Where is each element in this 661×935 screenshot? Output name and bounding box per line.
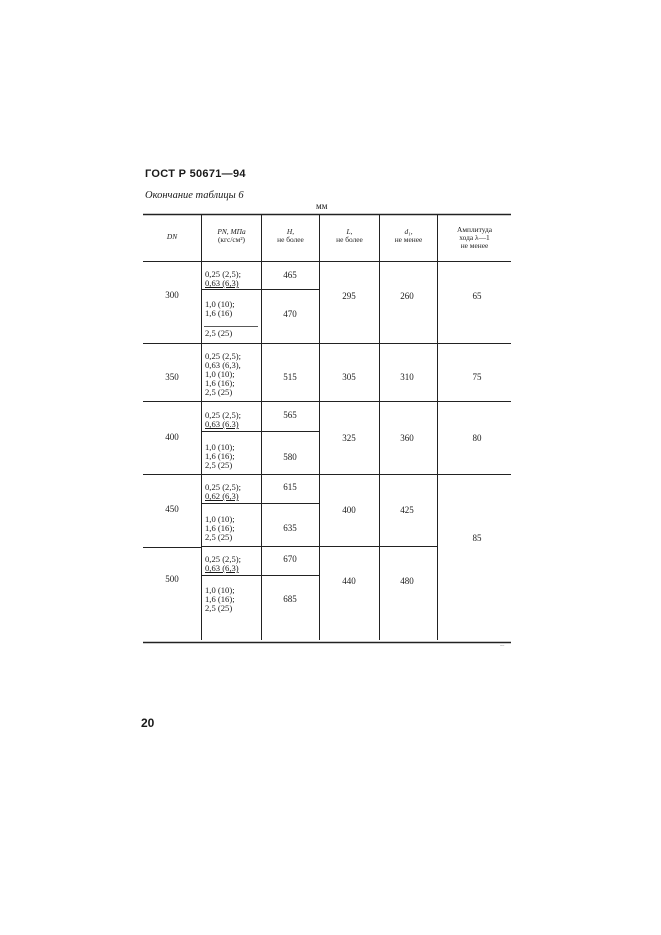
- dn-cell: 300: [165, 290, 179, 300]
- h-cell: 685: [283, 594, 297, 604]
- col-header-l-line1: L,: [346, 227, 353, 236]
- dn-cell: 350: [165, 372, 179, 382]
- col-header-amp-line3: не менее: [460, 241, 489, 250]
- pn-line: 0,62 (6,3): [205, 491, 239, 501]
- amplitude-cell: 80: [472, 433, 482, 443]
- pn-line: 1,6 (16);: [205, 378, 235, 388]
- h-cell: 465: [283, 270, 297, 280]
- h-cell: 515: [283, 372, 297, 382]
- pn-line: 1,0 (10);: [205, 369, 235, 379]
- pn-line: 0,63 (6,3): [205, 563, 239, 573]
- pn-line: 2,5 (25): [205, 387, 233, 397]
- amplitude-cell: 65: [472, 291, 482, 301]
- col-header-amp-line1: Амплитуда: [456, 225, 492, 234]
- page-number: 20: [141, 716, 155, 730]
- col-header-h: [262, 228, 319, 244]
- pn-line: 0,63 (6,3),: [205, 360, 241, 370]
- document-header: ГОСТ Р 50671—94: [145, 168, 246, 180]
- pn-cell: [205, 443, 235, 470]
- pn-cell: [205, 411, 241, 429]
- pn-line: 1,6 (16);: [205, 523, 235, 533]
- h-cell: 470: [283, 309, 297, 319]
- pn-line: 2,5 (25): [205, 603, 233, 613]
- d-cell: 310: [400, 372, 414, 382]
- l-cell: 305: [342, 372, 356, 382]
- pn-line: 0,25 (2,5);: [205, 554, 242, 564]
- amplitude-cell: 85: [472, 533, 482, 543]
- pn-line: 1,0 (10);: [205, 299, 235, 309]
- h-cell: 615: [283, 482, 297, 492]
- pn-cell: [205, 352, 241, 397]
- col-header-h-line1: H,: [286, 227, 295, 236]
- h-cell: 580: [283, 452, 297, 462]
- pn-line: 0,25 (2,5);: [205, 351, 242, 361]
- d-cell: 480: [400, 576, 414, 586]
- pn-cell: [205, 270, 241, 288]
- col-header-amp-line2: хода λ—1: [459, 233, 490, 242]
- col-header-pn-line1: PN, МПа: [217, 227, 246, 236]
- table-caption: Окончание таблицы 6: [145, 190, 244, 201]
- d-cell: 425: [400, 505, 414, 515]
- pn-cell: [205, 483, 241, 501]
- h-cell: 670: [283, 554, 297, 564]
- col-header-h-line2: не более: [277, 235, 304, 244]
- dn-cell: 500: [165, 574, 179, 584]
- pn-line: 0,25 (2,5);: [205, 482, 242, 492]
- dn-cell: 450: [165, 504, 179, 514]
- pn-line: 0,25 (2,5);: [205, 410, 242, 420]
- col-header-l-line2: не более: [336, 235, 363, 244]
- col-header-d: [380, 228, 437, 244]
- col-header-pn: [202, 228, 261, 244]
- amplitude-cell: 75: [472, 372, 482, 382]
- pn-cell: [205, 586, 235, 613]
- dn-cell: 400: [165, 432, 179, 442]
- l-cell: 440: [342, 576, 356, 586]
- pn-line: 2,5 (25): [205, 328, 233, 338]
- col-header-d-line2: не менее: [394, 235, 423, 244]
- pn-line: 2,5 (25): [205, 460, 233, 470]
- h-cell: 565: [283, 410, 297, 420]
- pn-line: 0,63 (6.3): [205, 419, 239, 429]
- pn-line: 1,0 (10);: [205, 585, 235, 595]
- print-mark: ~~: [500, 643, 505, 648]
- pn-line: 1,6 (16);: [205, 451, 235, 461]
- col-header-amplitude: [438, 226, 511, 250]
- pn-line: 1,0 (10);: [205, 442, 235, 452]
- l-cell: 325: [342, 433, 356, 443]
- pn-line: 1,0 (10);: [205, 514, 235, 524]
- d-cell: 260: [400, 291, 414, 301]
- d-cell: 360: [400, 433, 414, 443]
- h-cell: 635: [283, 523, 297, 533]
- col-header-dn: DN: [166, 232, 178, 241]
- col-header-pn-line2: (кгс/см²): [217, 235, 246, 244]
- unit-label: мм: [316, 201, 328, 211]
- pn-line: 1,6 (16): [205, 308, 233, 318]
- l-cell: 400: [342, 505, 356, 515]
- l-cell: 295: [342, 291, 356, 301]
- pn-cell: [205, 555, 241, 573]
- pn-line: 2,5 (25): [205, 532, 233, 542]
- col-header-l: [320, 228, 379, 244]
- pn-line: 0,25 (2,5);: [205, 269, 242, 279]
- pn-cell: [205, 515, 235, 542]
- pn-cell: [205, 300, 235, 338]
- pn-line: 0,63 (6,3): [205, 278, 239, 288]
- pn-line: 1,6 (16);: [205, 594, 235, 604]
- col-header-d-line1: d₁,: [404, 227, 413, 236]
